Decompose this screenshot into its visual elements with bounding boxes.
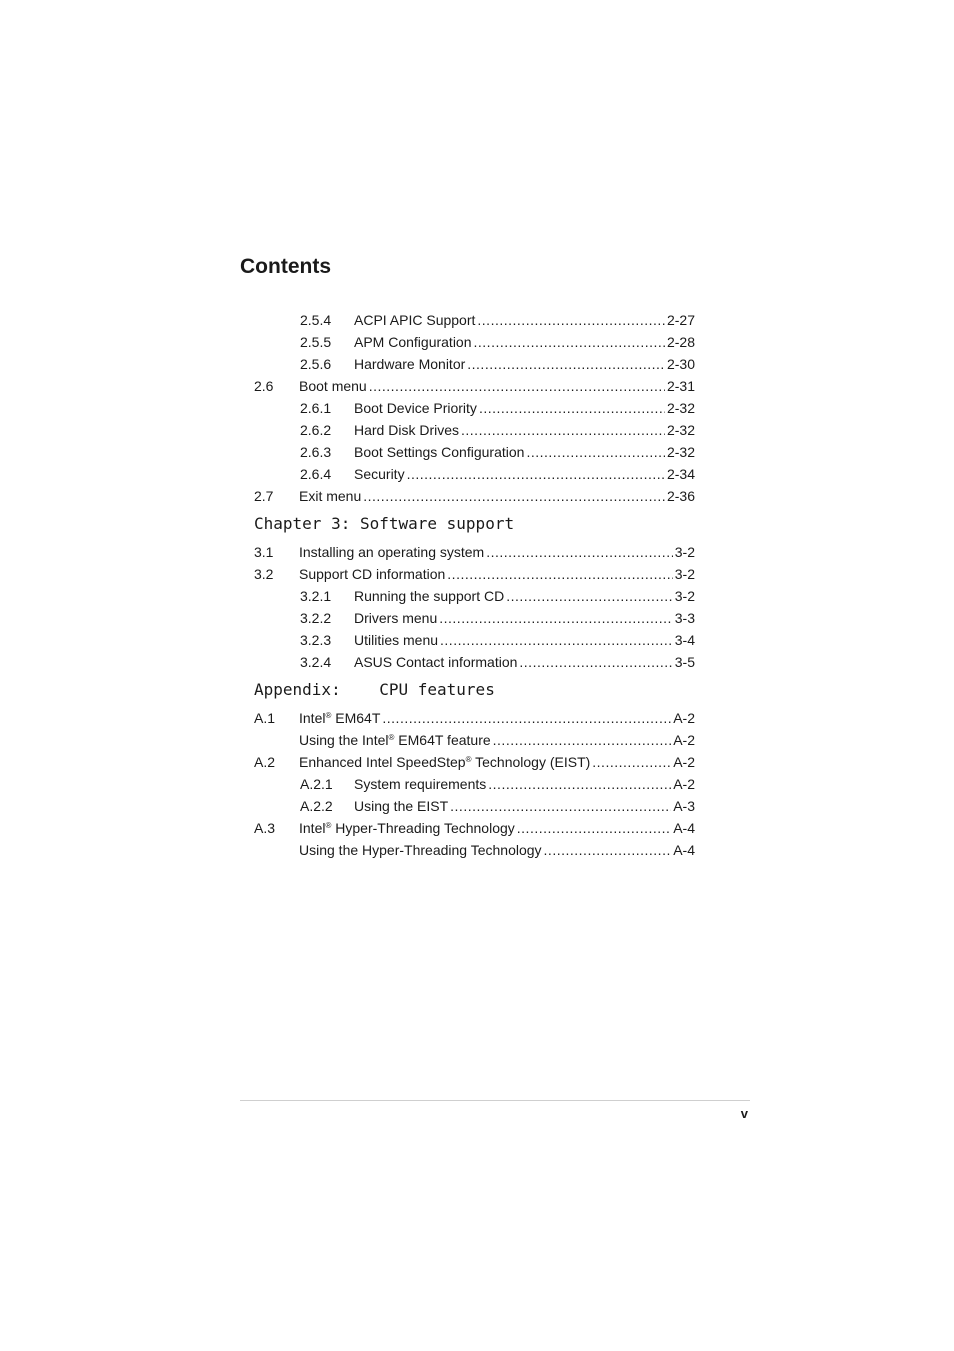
toc-entry-page: A-4 bbox=[673, 820, 695, 836]
toc-entry[interactable] bbox=[254, 629, 695, 651]
toc-entry-title-part: Intel bbox=[299, 710, 326, 726]
toc-entry-line bbox=[299, 707, 695, 729]
toc-entry-number: 2.7 bbox=[254, 488, 274, 504]
toc-entry-title bbox=[299, 729, 491, 751]
toc-entry[interactable] bbox=[254, 795, 695, 817]
toc-entry-title: Drivers menu bbox=[354, 610, 438, 626]
toc-entry-number: 2.6 bbox=[254, 378, 274, 394]
dot-leader bbox=[461, 419, 665, 441]
toc-entry-title: Hard Disk Drives bbox=[354, 422, 460, 438]
dot-leader bbox=[407, 463, 665, 485]
toc-entry[interactable] bbox=[254, 607, 695, 629]
toc-entry-title: Using the EIST bbox=[354, 798, 449, 814]
toc-entry-title bbox=[299, 707, 380, 729]
toc-entry[interactable] bbox=[254, 353, 695, 375]
toc-entry-line bbox=[299, 375, 695, 397]
section-heading-text: Appendix: CPU features bbox=[254, 680, 495, 699]
toc-entry-title: Support CD information bbox=[299, 566, 446, 582]
toc-entry-page: A-2 bbox=[673, 732, 695, 748]
toc-entry-line bbox=[354, 463, 695, 485]
toc-entry-line bbox=[354, 353, 695, 375]
toc-entry-number: A.2.1 bbox=[300, 776, 333, 792]
toc-entry[interactable] bbox=[254, 419, 695, 441]
toc-entry-page: 2-30 bbox=[666, 356, 695, 372]
toc-entry-page: 3-2 bbox=[674, 566, 695, 582]
toc-entry[interactable] bbox=[254, 463, 695, 485]
dot-leader bbox=[519, 651, 672, 673]
toc-entry-number: 2.6.1 bbox=[300, 400, 332, 416]
toc-entry-title bbox=[299, 817, 515, 839]
toc-entry-title: System requirements bbox=[354, 776, 487, 792]
toc-entry-number: A.2.2 bbox=[300, 798, 333, 814]
table-of-contents bbox=[254, 309, 695, 861]
toc-entry-title: APM Configuration bbox=[354, 334, 472, 350]
page-number: v bbox=[740, 1106, 748, 1121]
toc-entry[interactable] bbox=[254, 839, 695, 861]
toc-entry-line bbox=[299, 751, 695, 773]
toc-entry-page: 2-27 bbox=[666, 312, 695, 328]
registered-mark: ® bbox=[325, 711, 332, 720]
dot-leader bbox=[363, 485, 665, 507]
toc-entry-page: 2-32 bbox=[666, 400, 695, 416]
toc-entry-title-part: Using the Intel bbox=[299, 732, 389, 748]
page-title: Contents bbox=[240, 255, 331, 278]
toc-entry-page: 2-32 bbox=[666, 422, 695, 438]
toc-entry-number: 3.2.1 bbox=[300, 588, 332, 604]
toc-entry[interactable] bbox=[254, 651, 695, 673]
dot-leader bbox=[474, 331, 665, 353]
toc-entry[interactable] bbox=[254, 485, 695, 507]
dot-leader bbox=[440, 629, 673, 651]
toc-entry[interactable] bbox=[254, 729, 695, 751]
registered-mark: ® bbox=[388, 733, 395, 742]
toc-entry-number: 3.2.4 bbox=[300, 654, 332, 670]
toc-entry-title: Running the support CD bbox=[354, 588, 505, 604]
toc-entry[interactable] bbox=[254, 441, 695, 463]
toc-entry-title-part: Enhanced Intel SpeedStep bbox=[299, 754, 466, 770]
toc-entry-page: 3-4 bbox=[674, 632, 695, 648]
toc-entry-line bbox=[299, 839, 695, 861]
toc-entry-title: Utilities menu bbox=[354, 632, 439, 648]
toc-entry[interactable] bbox=[254, 331, 695, 353]
dot-leader bbox=[493, 729, 672, 751]
toc-entry-page: 2-31 bbox=[666, 378, 695, 394]
toc-entry-line bbox=[354, 397, 695, 419]
toc-entry-page: 2-36 bbox=[666, 488, 695, 504]
section-heading bbox=[254, 673, 695, 707]
dot-leader bbox=[382, 707, 671, 729]
toc-entry-title: Boot menu bbox=[299, 378, 367, 394]
registered-mark: ® bbox=[465, 755, 472, 764]
toc-entry-number: 2.5.4 bbox=[300, 312, 332, 328]
toc-entry[interactable] bbox=[254, 751, 695, 773]
dot-leader bbox=[479, 397, 665, 419]
dot-leader bbox=[506, 585, 673, 607]
toc-entry-line bbox=[299, 485, 695, 507]
toc-entry-title-part: EM64T bbox=[331, 710, 381, 726]
toc-entry-page: 3-5 bbox=[674, 654, 695, 670]
toc-entry-line bbox=[354, 309, 695, 331]
toc-entry-page: A-4 bbox=[673, 842, 695, 858]
toc-entry-line bbox=[299, 729, 695, 751]
toc-entry[interactable] bbox=[254, 309, 695, 331]
toc-entry[interactable] bbox=[254, 541, 695, 563]
toc-entry[interactable] bbox=[254, 563, 695, 585]
footer-divider bbox=[240, 1100, 750, 1101]
toc-entry-line bbox=[354, 419, 695, 441]
toc-entry-title: ASUS Contact information bbox=[354, 654, 518, 670]
toc-entry-title: Exit menu bbox=[299, 488, 362, 504]
toc-entry-number: 2.6.2 bbox=[300, 422, 332, 438]
toc-entry-number: 3.2 bbox=[254, 566, 274, 582]
toc-entry-page: 2-32 bbox=[666, 444, 695, 460]
toc-entry[interactable] bbox=[254, 397, 695, 419]
registered-mark: ® bbox=[325, 821, 332, 830]
toc-entry-line bbox=[354, 773, 695, 795]
section-heading bbox=[254, 507, 695, 541]
dot-leader bbox=[592, 751, 671, 773]
toc-entry-number: 2.5.5 bbox=[300, 334, 332, 350]
toc-entry-page: 3-2 bbox=[674, 588, 695, 604]
toc-entry-page: 3-2 bbox=[674, 544, 695, 560]
dot-leader bbox=[517, 817, 671, 839]
toc-entry-page: A-2 bbox=[673, 776, 695, 792]
toc-entry-title-part: Technology (EIST) bbox=[471, 754, 591, 770]
toc-entry-number: A.2 bbox=[254, 754, 276, 770]
toc-entry-page: A-3 bbox=[673, 798, 695, 814]
toc-entry-line bbox=[354, 331, 695, 353]
toc-entry-title: Hardware Monitor bbox=[354, 356, 466, 372]
toc-entry-title-part: Hyper-Threading Technology bbox=[331, 820, 515, 836]
toc-entry-line bbox=[354, 585, 695, 607]
dot-leader bbox=[544, 839, 672, 861]
toc-entry-line bbox=[354, 629, 695, 651]
toc-entry-title: Boot Settings Configuration bbox=[354, 444, 525, 460]
toc-entry-line bbox=[354, 441, 695, 463]
dot-leader bbox=[369, 375, 665, 397]
toc-entry-title-part: EM64T feature bbox=[394, 732, 491, 748]
toc-entry-number: A.3 bbox=[254, 820, 276, 836]
toc-entry-number: 2.5.6 bbox=[300, 356, 332, 372]
toc-entry-page: 2-34 bbox=[666, 466, 695, 482]
toc-entry-title: Boot Device Priority bbox=[354, 400, 477, 416]
dot-leader bbox=[488, 773, 671, 795]
toc-entry-title bbox=[299, 751, 590, 773]
section-heading-text: Chapter 3: Software support bbox=[254, 514, 515, 533]
toc-entry[interactable] bbox=[254, 375, 695, 397]
toc-entry[interactable] bbox=[254, 707, 695, 729]
toc-entry[interactable] bbox=[254, 817, 695, 839]
toc-entry-number: 2.6.4 bbox=[300, 466, 332, 482]
toc-entry-number: 3.2.2 bbox=[300, 610, 332, 626]
toc-entry-line bbox=[299, 563, 695, 585]
toc-entry[interactable] bbox=[254, 585, 695, 607]
toc-entry-title: ACPI APIC Support bbox=[354, 312, 476, 328]
toc-entry-page: A-2 bbox=[673, 754, 695, 770]
toc-entry-number: 2.6.3 bbox=[300, 444, 332, 460]
toc-entry-title: Security bbox=[354, 466, 405, 482]
dot-leader bbox=[477, 309, 665, 331]
toc-entry-title: Using the Hyper-Threading Technology bbox=[299, 842, 542, 858]
dot-leader bbox=[486, 541, 673, 563]
dot-leader bbox=[439, 607, 673, 629]
toc-entry-page: 2-28 bbox=[666, 334, 695, 350]
toc-entry[interactable] bbox=[254, 773, 695, 795]
dot-leader bbox=[467, 353, 665, 375]
toc-entry-number: A.1 bbox=[254, 710, 276, 726]
toc-entry-line bbox=[299, 541, 695, 563]
toc-entry-title: Installing an operating system bbox=[299, 544, 485, 560]
toc-entry-line bbox=[354, 607, 695, 629]
toc-entry-title-part: Intel bbox=[299, 820, 326, 836]
toc-entry-line bbox=[354, 795, 695, 817]
toc-entry-line bbox=[354, 651, 695, 673]
dot-leader bbox=[447, 563, 672, 585]
dot-leader bbox=[450, 795, 671, 817]
toc-entry-page: 3-3 bbox=[674, 610, 695, 626]
toc-entry-number: 3.1 bbox=[254, 544, 274, 560]
toc-entry-line bbox=[299, 817, 695, 839]
dot-leader bbox=[526, 441, 665, 463]
toc-entry-number: 3.2.3 bbox=[300, 632, 332, 648]
toc-entry-page: A-2 bbox=[673, 710, 695, 726]
